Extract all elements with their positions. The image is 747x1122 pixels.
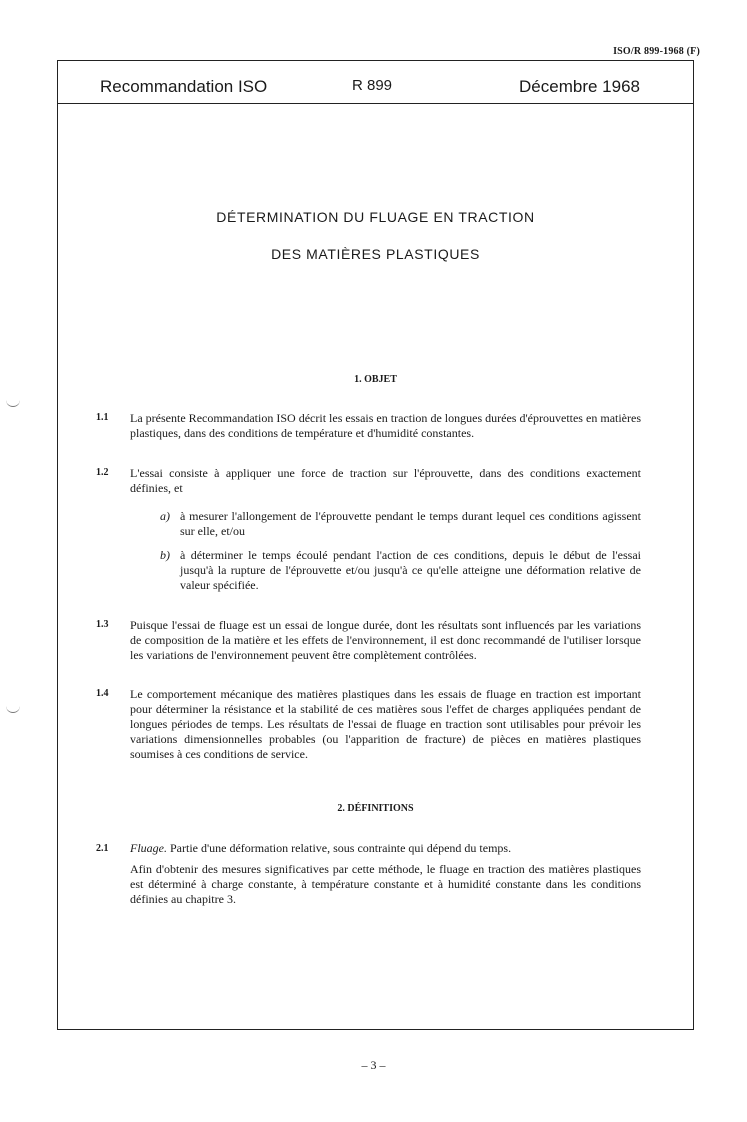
title-line-1: DÉTERMINATION DU FLUAGE EN TRACTION: [216, 209, 535, 225]
para-number: 1.1: [96, 412, 109, 423]
header-right: Décembre 1968: [519, 77, 640, 96]
margin-mark: [6, 706, 20, 713]
paragraph: Le comportement mécanique des matières plastiques dans les essais de fluage en traction est important pour déterminer la résistance et la stabilité de ces matières sous l'effet de charges appliquées pendant de longues périodes de temps. Les résultats de l'essai de fluage en traction sont utilisables pour prévoir les variations dimensionnelles probables (ou l'apparition de fracture) de pièces en matières plastiques soumises à ces conditions de service.: [130, 687, 641, 761]
page-frame: [57, 60, 694, 1030]
para-number: 2.1: [96, 843, 109, 854]
para-number: 1.2: [96, 467, 109, 478]
definition-text: Partie d'une déformation relative, sous contrainte qui dépend du temps.: [167, 841, 512, 855]
paragraph: Afin d'obtenir des mesures significatives par cette méthode, le fluage en traction des matières plastiques est déterminé à charge constante, à température constante et à humidité constante dans les conditions définies au chapitre 3.: [130, 862, 641, 906]
document-reference: ISO/R 899-1968 (F): [613, 46, 700, 57]
section-1-heading: 1. OBJET: [354, 374, 397, 385]
list-item-label: b): [160, 548, 170, 562]
title-line-2: DES MATIÈRES PLASTIQUES: [271, 246, 480, 262]
page-number: – 3 –: [361, 1058, 386, 1072]
section-2-heading: 2. DÉFINITIONS: [337, 803, 414, 814]
list-item: à mesurer l'allongement de l'éprouvette pendant le temps durant lequel ces conditions agissent sur elle, et/ou: [180, 509, 641, 538]
header-bar: [58, 61, 693, 104]
margin-mark: [6, 400, 20, 407]
para-number: 1.4: [96, 688, 109, 699]
header-center: R 899: [352, 77, 393, 94]
para-number: 1.3: [96, 619, 109, 630]
list-item: à déterminer le temps écoulé pendant l'action de ces conditions, depuis le début de l'essai jusqu'à la rupture de l'éprouvette et/ou jusqu'à ce qu'elle atteigne une déformation relative de valeur spécifiée.: [180, 548, 641, 592]
definition-term: Fluage.: [130, 841, 167, 855]
paragraph: Puisque l'essai de fluage est un essai de longue durée, dont les résultats sont influencés par les variations de composition de la matière et les effets de l'environnement, il est donc recommandé de l'utiliser lorsque les variations de l'environnement peuvent être complètement contrôlées.: [130, 618, 641, 662]
paragraph: L'essai consiste à appliquer une force de traction sur l'éprouvette, dans des conditions exactement définies, et: [130, 466, 641, 495]
list-item-label: a): [160, 509, 170, 523]
header-left: Recommandation ISO: [100, 77, 268, 96]
definition-paragraph: [130, 841, 641, 856]
paragraph: La présente Recommandation ISO décrit les essais en traction de longues durées d'éprouvettes en matières plastiques, dans des conditions de température et d'humidité constantes.: [130, 411, 641, 440]
